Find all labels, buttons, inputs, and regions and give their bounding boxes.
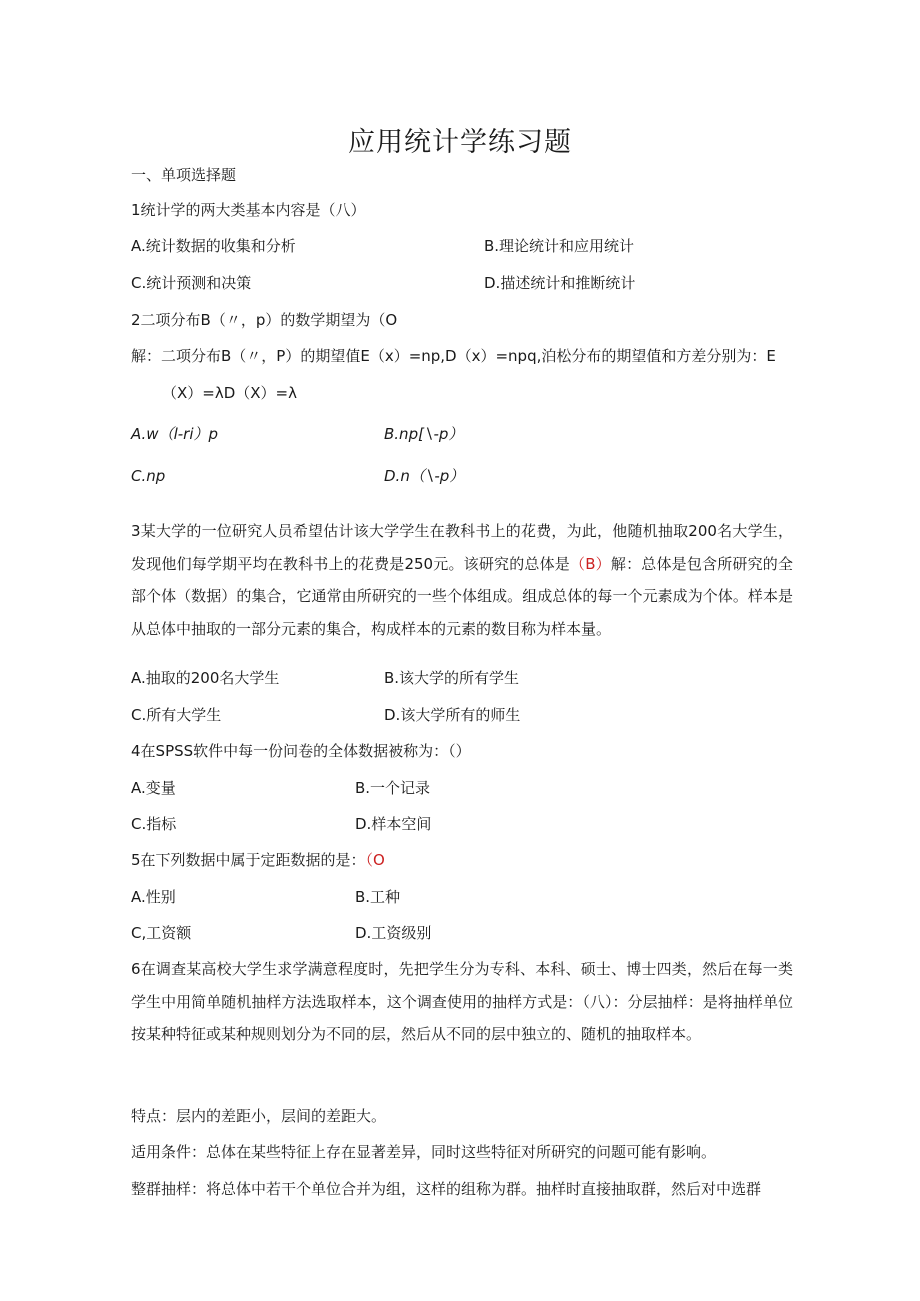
question-6-cluster: 整群抽样：将总体中若干个单位合并为组，这样的组称为群。抽样时直接抽取群，然后对中选群 xyxy=(131,1180,762,1198)
question-6-paragraph: 6在调查某高校大学生求学满意程度时，先把学生分为专科、本科、硕士、博士四类，然后在每一类学生中用简单随机抽样方法选取样本，这个调查使用的抽样方式是：（八）：分层抽样：是将抽样单位按某种特征或某种规则划分为不同的层，然后从不同的层中独立的、随机的抽取样本。 xyxy=(131,960,793,1043)
question-2-option-d: D.n（∖-p） xyxy=(384,467,465,485)
question-3-text-pre: 3某大学的一位研究人员希望估计该大学学生在教科书上的花费，为此，他随机抽取200名大学生，发现他们每学期平均在教科书上的花费是250元。该研究的总体是 xyxy=(131,522,793,573)
question-1-option-d: D.描述统计和推断统计 xyxy=(484,274,636,292)
question-2-stem: 2二项分布B（〃，p）的数学期望为（O xyxy=(131,311,398,329)
section-heading: 一、单项选择题 xyxy=(131,166,237,184)
question-4-option-a: A.变量 xyxy=(131,779,176,797)
question-3-answer: （B） xyxy=(570,554,611,573)
question-1-option-c: C.统计预测和决策 xyxy=(131,274,252,292)
question-4-stem: 4在SPSS软件中每一份问卷的全体数据被称为：（） xyxy=(131,742,471,760)
question-3-option-b: B.该大学的所有学生 xyxy=(384,669,520,687)
question-6-feature: 特点：层内的差距小，层间的差距大。 xyxy=(131,1107,387,1125)
question-3-option-a: A.抽取的200名大学生 xyxy=(131,669,280,687)
question-5-option-d: D.工资级别 xyxy=(355,924,432,942)
question-3-option-d: D.该大学所有的师生 xyxy=(384,706,521,724)
question-4-option-b: B.一个记录 xyxy=(355,779,431,797)
question-5-option-c: C,工资额 xyxy=(131,924,192,942)
question-1-stem: 1统计学的两大类基本内容是（八） xyxy=(131,201,366,219)
question-3-paragraph xyxy=(131,515,793,645)
question-2-option-a: A.w（l-ri）p xyxy=(131,425,219,443)
question-2-option-b: B.np[∖-p） xyxy=(384,425,464,443)
question-4-option-c: C.指标 xyxy=(131,815,177,833)
question-5-option-a: A.性别 xyxy=(131,888,176,906)
question-6-condition: 适用条件：总体在某些特征上存在显著差异，同时这些特征对所研究的问题可能有影响。 xyxy=(131,1143,717,1161)
question-1-option-a: A.统计数据的收集和分析 xyxy=(131,237,296,255)
page-title: 应用统计学练习题 xyxy=(348,127,572,158)
question-1-option-b: B.理论统计和应用统计 xyxy=(484,237,635,255)
question-4-option-d: D.样本空间 xyxy=(355,815,432,833)
question-5-stem xyxy=(131,850,385,870)
question-2-option-c: C.np xyxy=(131,467,166,485)
question-5-option-b: B.工种 xyxy=(355,888,401,906)
question-5-stem-text: 5在下列数据中属于定距数据的是： xyxy=(131,851,366,869)
question-3-text-post: 解：总体是包含所研究的全部个体（数据）的集合，它通常由所研究的一些个体组成。组成总体的每一个元素成为个体。样本是从总体中抽取的一部分元素的集合，构成样本的元素的数目称为样本量。 xyxy=(131,554,793,638)
question-3-option-c: C.所有大学生 xyxy=(131,706,222,724)
question-2-solution-line-2: （X）=λD（X）=λ xyxy=(162,384,297,402)
question-2-solution-line-1: 解：二项分布B（〃，P）的期望值E（x）=np,D（x）=npq,泊松分布的期望值和方差分别为：E xyxy=(131,347,776,365)
question-5-answer: （O xyxy=(365,851,385,869)
